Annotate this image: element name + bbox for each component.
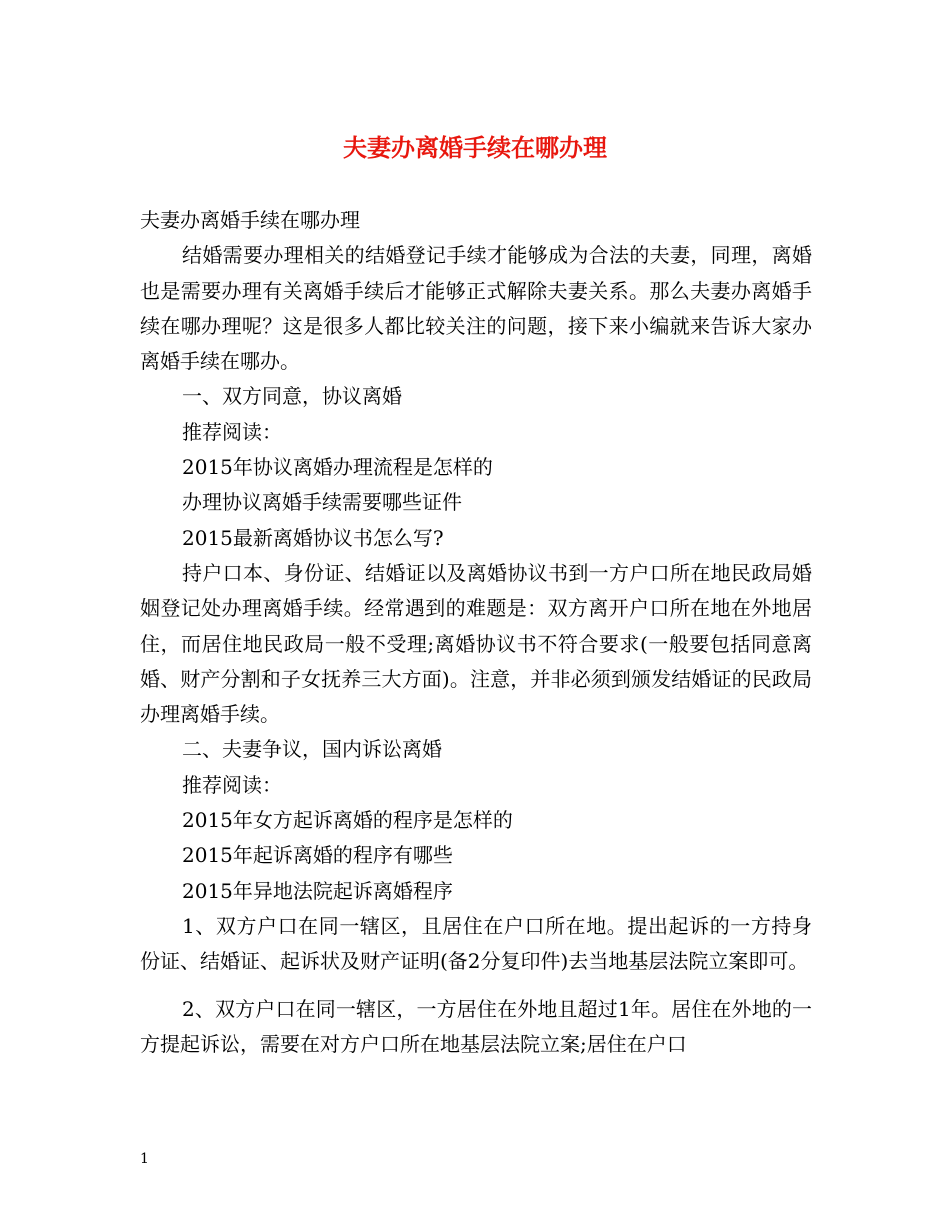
recommended-link-6: 2015年异地法院起诉离婚程序: [182, 878, 453, 903]
paragraph-subtitle: 夫妻办离婚手续在哪办理: [140, 208, 360, 232]
recommended-reading-label-2: 推荐阅读：: [182, 772, 282, 797]
recommended-reading-label-1: 推荐阅读：: [182, 419, 282, 444]
paragraph-case-1: 1、双方户口在同一辖区，且居住在户口所在地。提出起诉的一方持身份证、结婚证、起诉状及财产证明(备2分复印件)去当地基层法院立案即可。: [140, 913, 812, 974]
recommended-link-2: 办理协议离婚手续需要哪些证件: [182, 490, 462, 515]
paragraph-case-2: 2、双方户口在同一辖区，一方居住在外地且超过1年。居住在外地的一方提起诉讼，需要在对方户口所在地基层法院立案;居住在户口: [140, 996, 812, 1056]
document-title: 夫妻办离婚手续在哪办理: [343, 133, 607, 162]
page-number: 1: [140, 1151, 149, 1167]
paragraph-intro: 结婚需要办理相关的结婚登记手续才能够成为合法的夫妻，同理，离婚也是需要办理有关离婚手续后才能够正式解除夫妻关系。那么夫妻办离婚手续在哪办理呢？这是很多人都比较关注的问题，接下来小编就来告诉大家办离婚手续在哪办。: [140, 243, 812, 374]
section-heading-2: 二、夫妻争议，国内诉讼离婚: [182, 737, 442, 762]
recommended-link-3: 2015最新离婚协议书怎么写?: [182, 525, 444, 550]
recommended-link-5: 2015年起诉离婚的程序有哪些: [182, 843, 453, 868]
recommended-link-1: 2015年协议离婚办理流程是怎样的: [182, 455, 493, 480]
section-heading-1: 一、双方同意，协议离婚: [182, 384, 402, 409]
document-body: [140, 203, 812, 1062]
recommended-link-4: 2015年女方起诉离婚的程序是怎样的: [182, 808, 513, 833]
paragraph-agreement-divorce: 持户口本、身份证、结婚证以及离婚协议书到一方户口所在地民政局婚姻登记处办理离婚手续。经常遇到的难题是：双方离开户口所在地在外地居住，而居住地民政局一般不受理;离婚协议书不符合要求(一般要包括同意离婚、财产分割和子女抚养三大方面)。注意，并非必须到颁发结婚证的民政局办理离婚手续。: [140, 560, 812, 727]
